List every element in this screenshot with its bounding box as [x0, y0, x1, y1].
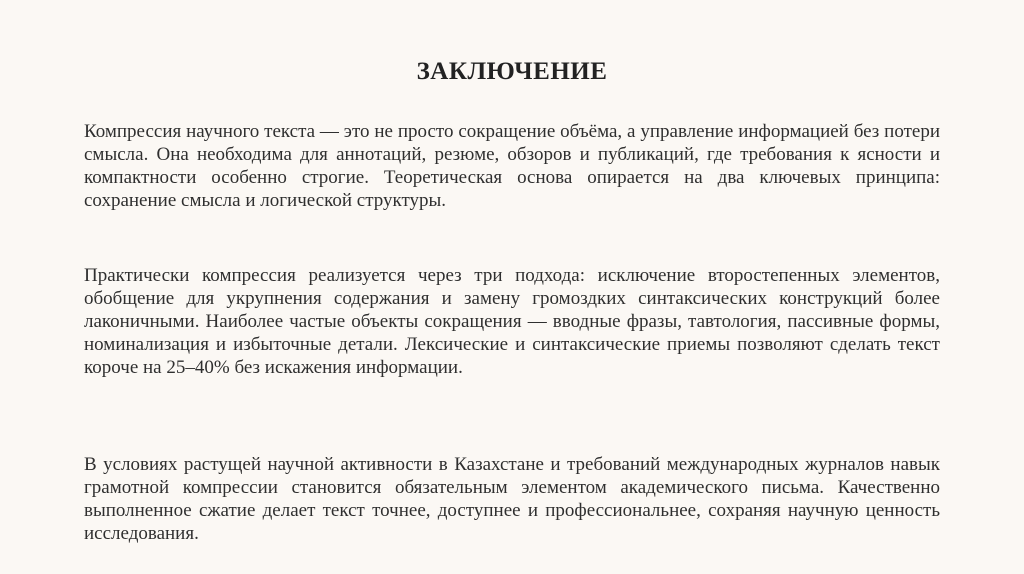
paragraph-compression-methods: Практически компрессия реализуется через три подхода: исключение второстепенных элементов, обобщение для укрупнения содержания и замену громоздких синтаксических конструкций более лаконичными. Наиболее частые объекты сокращения — вводные фразы, тавтология, пассивные формы, номинализация и избыточные детали. Лексические и синтаксические приемы позволяют сделать текст короче на 25–40% без искажения информации.	[84, 265, 940, 378]
slide-title: ЗАКЛЮЧЕНИЕ	[416, 58, 608, 85]
paragraph-compression-relevance: В условиях растущей научной активности в Казахстане и требований международных журналов навык грамотной компрессии становится обязательным элементом академического письма. Качественно выполненное сжатие делает текст точнее, доступнее и профессиональнее, сохраняя научную ценность исследования.	[84, 454, 940, 544]
paragraph-compression-definition: Компрессия научного текста — это не просто сокращение объёма, а управление информацией без потери смысла. Она необходима для аннотаций, резюме, обзоров и публикаций, где требования к ясности и компактности особенно строгие. Теоретическая основа опирается на два ключевых принципа: сохранение смысла и логической структуры.	[84, 121, 940, 211]
